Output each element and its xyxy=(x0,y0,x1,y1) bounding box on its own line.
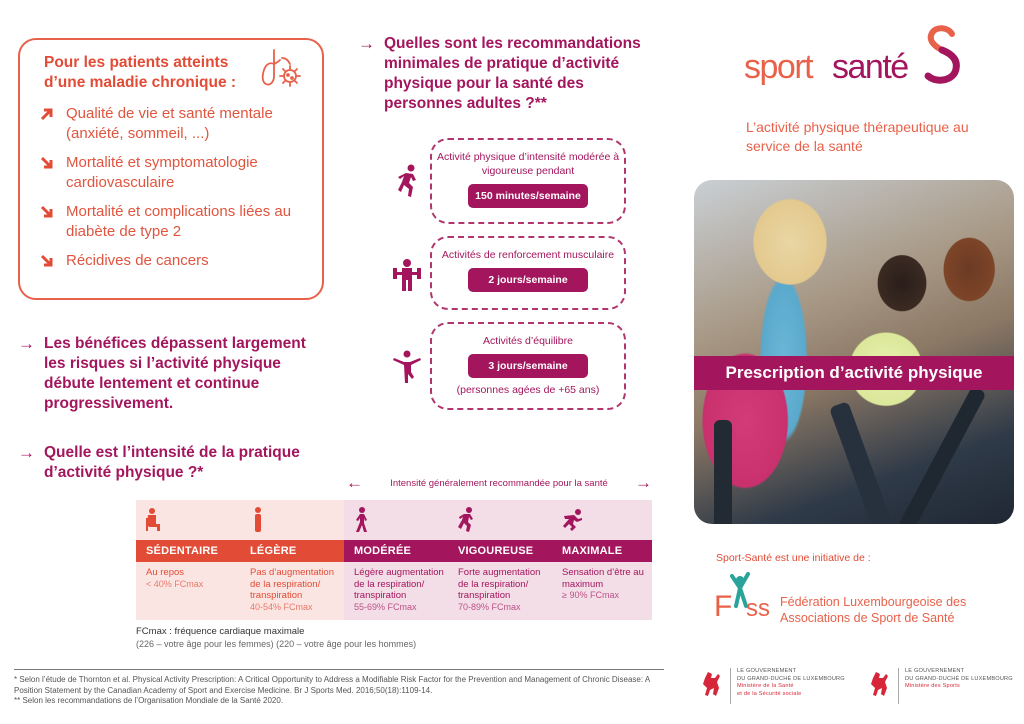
arrow-up-right-icon xyxy=(40,104,66,126)
lungs-virus-icon xyxy=(256,46,304,90)
logo-word-sport: sport xyxy=(744,48,813,86)
photo-banner-title: Prescription d’activité physique xyxy=(694,356,1014,390)
arrow-down-right-icon xyxy=(40,251,66,273)
government-logo-health: LE GOUVERNEMENT DU GRAND-DUCHÉ DE LUXEMBOURG Ministère de la Santé et de la Sécurité sociale xyxy=(700,668,845,708)
recommendation-value: 150 minutes/semaine xyxy=(468,184,588,208)
recommendation-note: (personnes agées de +65 ans) xyxy=(456,384,600,396)
logo-word-sante: santé xyxy=(832,48,908,86)
list-item: Mortalité et complications liées au diabète de type 2 xyxy=(40,202,320,242)
recommendation-card-aerobic: Activité physique d’intensité modérée à vigoureuse pendant 150 minutes/semaine xyxy=(430,138,626,224)
sprinting-person-icon xyxy=(560,508,584,532)
recommendation-card-balance: Activités d’équilibre 3 jours/semaine (personnes agées de +65 ans) xyxy=(430,322,626,410)
intensity-level-sedentary: SÉDENTAIRE Au repos < 40% FCmax xyxy=(136,500,240,620)
list-item: Mortalité et symptomatologie cardiovasculaire xyxy=(40,153,320,193)
balance-person-icon xyxy=(392,350,422,384)
footnotes xyxy=(14,675,674,707)
footnote-1: * Selon l’étude de Thornton et al. Physical Activity Prescription: A Critical Opportunity to Address a Modifiable Risk Factor for the Prevention and Management of Chronic Disease: A Position Statement by the Canadian Academy of Sport and Exercise Medicine. Br J Sports Med. 2016;50(18):1109-14. xyxy=(14,675,650,695)
intensity-level-maximal: MAXIMALE Sensation d’être au maximum ≥ 90% FCmax xyxy=(552,500,652,620)
arrow-right-icon: → xyxy=(634,473,652,492)
arrow-down-right-icon xyxy=(40,153,66,175)
fcmax-formula: (226 – votre âge pour les femmes) (220 – votre âge pour les hommes) xyxy=(136,639,417,649)
footnote-2: ** Selon les recommandations de l’Organisation Mondiale de la Santé 2020. xyxy=(14,696,284,705)
running-person-icon xyxy=(392,164,422,198)
hero-photo xyxy=(694,180,1014,524)
standing-person-icon xyxy=(248,507,268,533)
svg-text:ss: ss xyxy=(746,595,770,622)
initiative-label: Sport-Santé est une initiative de : xyxy=(716,552,871,564)
svg-text:F: F xyxy=(714,590,733,622)
intensity-table xyxy=(136,500,652,620)
benefits-heading: → Les bénéfices dépassent largement les risques si l’activité physique débute lentement et continue progressivement. xyxy=(18,334,306,412)
tagline: L’activité physique thérapeutique au service de la santé xyxy=(746,119,969,154)
federation-name: Fédération Luxembourgeoise des Associations de Sport de Santé xyxy=(780,595,967,625)
intensity-level-light: LÉGÈRE Pas d’augmentation de la respiration/ transpiration 40-54% FCmax xyxy=(240,500,344,620)
recommendation-card-strength: Activités de renforcement musculaire 2 jours/semaine xyxy=(430,236,626,310)
intensity-level-vigorous: VIGOUREUSE Forte augmentation de la respiration/ transpiration 70-89% FCmax xyxy=(448,500,552,620)
footnote-divider xyxy=(14,669,664,670)
recommendation-value: 2 jours/semaine xyxy=(468,268,588,292)
red-lion-icon xyxy=(868,670,890,698)
sport-sante-s-logo-icon xyxy=(918,24,964,86)
red-lion-icon xyxy=(700,670,722,698)
chronic-benefit-list xyxy=(40,104,320,282)
weightlifter-icon xyxy=(392,258,422,292)
list-item: Qualité de vie et santé mentale (anxiété, sommeil, ...) xyxy=(40,104,320,144)
walking-person-icon xyxy=(352,507,372,533)
list-item: Récidives de cancers xyxy=(40,251,320,273)
government-logo-sports: LE GOUVERNEMENT DU GRAND-DUCHÉ DE LUXEMBOURG Ministère des Sports xyxy=(868,668,1013,708)
chronic-disease-title: Pour les patients atteints d’une maladie chronique : xyxy=(44,54,237,91)
fliss-logo-icon xyxy=(714,572,774,622)
arrow-right-icon: → xyxy=(18,443,35,462)
recommended-intensity-range: ← Intensité généralement recommandée pour la santé → xyxy=(346,473,652,492)
arrow-down-right-icon xyxy=(40,202,66,224)
intensity-level-moderate: MODÉRÉE Légère augmentation de la respiration/ transpiration 55-69% FCmax xyxy=(344,500,448,620)
jogging-person-icon xyxy=(456,507,478,533)
arrow-right-icon: → xyxy=(358,34,375,53)
recommendations-heading: → Quelles sont les recommandations minimales de pratique d’activité physique pour la santé des personnes adultes ?** xyxy=(358,34,641,112)
fcmax-definition: FCmax : fréquence cardiaque maximale xyxy=(136,626,305,637)
arrow-right-icon: → xyxy=(18,334,35,353)
recommendation-value: 3 jours/semaine xyxy=(468,354,588,378)
arrow-left-icon: ← xyxy=(346,473,363,492)
intensity-heading: → Quelle est l’intensité de la pratique d’activité physique ?* xyxy=(18,443,300,481)
seated-person-icon xyxy=(144,508,164,532)
